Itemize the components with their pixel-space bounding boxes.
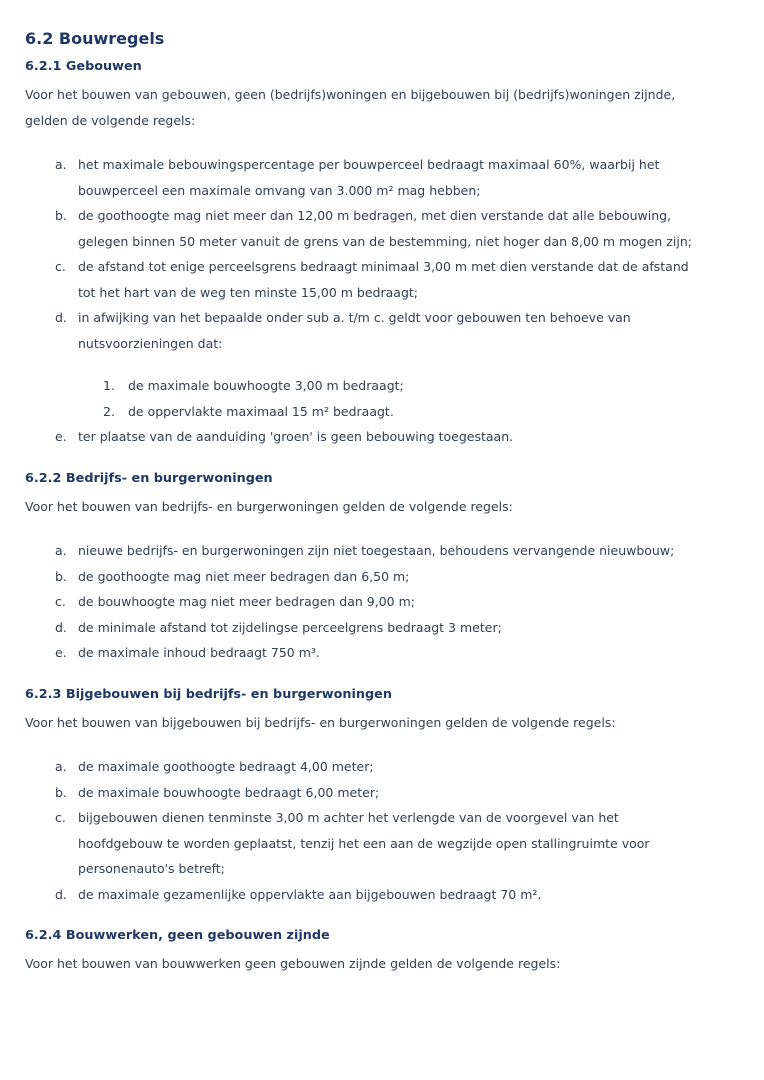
list-item-text: de bouwhoogte mag niet meer bedragen dan 9,00 m; bbox=[78, 594, 415, 609]
section-6-2-3 bbox=[25, 686, 700, 908]
list-item-marker: c. bbox=[55, 594, 66, 609]
list-item-marker: d. bbox=[55, 886, 67, 902]
list-item-text: de goothoogte mag niet meer bedragen dan 6,50 m; bbox=[78, 568, 410, 584]
list-item bbox=[25, 589, 700, 615]
section-6-2-1 bbox=[25, 58, 700, 450]
list-item-marker: d. bbox=[55, 619, 67, 635]
list-item-text: de afstand tot enige perceelsgrens bedraagt minimaal 3,00 m met dien verstande dat de afstand tot het hart van de weg ten minste 15,00 m bedraagt; bbox=[78, 259, 689, 300]
list-item bbox=[25, 203, 700, 254]
intro-paragraph-6-2-4: Voor het bouwen van bouwwerken geen gebouwen zijnde gelden de volgende regels: bbox=[25, 956, 561, 971]
list-item-text: de minimale afstand tot zijdelingse perceelgrens bedraagt 3 meter; bbox=[78, 619, 502, 635]
sub-list-item bbox=[25, 399, 700, 425]
heading-6-2-3: 6.2.3 Bijgebouwen bij bedrijfs- en burgerwoningen bbox=[25, 686, 392, 702]
list-item-text: de maximale inhoud bedraagt 750 m³. bbox=[78, 645, 320, 660]
list-item bbox=[25, 305, 700, 356]
list-item-marker: d. bbox=[55, 310, 67, 325]
list-item bbox=[25, 754, 700, 780]
sub-list-item-text: de oppervlakte maximaal 15 m² bedraagt. bbox=[128, 403, 394, 419]
list-item bbox=[25, 640, 700, 666]
rules-list-6-2-2 bbox=[25, 538, 700, 666]
heading-6-2-1: 6.2.1 Gebouwen bbox=[25, 59, 142, 74]
list-item-text: nieuwe bedrijfs- en burgerwoningen zijn niet toegestaan, behoudens vervangende nieuwbouw; bbox=[78, 543, 675, 558]
list-item-marker: a. bbox=[55, 759, 67, 774]
list-item-text: het maximale bebouwingspercentage per bouwperceel bedraagt maximaal 60%, waarbij het bouwperceel een maximale omvang van 3.000 m² mag hebben; bbox=[78, 157, 660, 198]
list-item bbox=[25, 152, 700, 203]
list-item-marker: b. bbox=[55, 784, 67, 800]
intro-paragraph-6-2-2: Voor het bouwen van bedrijfs- en burgerwoningen gelden de volgende regels: bbox=[25, 498, 513, 514]
list-item bbox=[25, 538, 700, 564]
heading-6-2-2: 6.2.2 Bedrijfs- en burgerwoningen bbox=[25, 470, 273, 486]
sub-list-item bbox=[25, 373, 700, 399]
list-item bbox=[25, 254, 700, 305]
list-item-text: de maximale goothoogte bedraagt 4,00 meter; bbox=[78, 759, 374, 774]
list-item-text: ter plaatse van de aanduiding 'groen' is geen bebouwing toegestaan. bbox=[78, 429, 514, 444]
rules-list-6-2-1 bbox=[25, 152, 700, 450]
list-item-marker: e. bbox=[55, 429, 67, 444]
list-item-marker: a. bbox=[55, 543, 67, 558]
list-item-text: de maximale gezamenlijke oppervlakte aan bijgebouwen bedraagt 70 m². bbox=[78, 886, 542, 902]
list-item bbox=[25, 564, 700, 590]
sub-list-item-text: de maximale bouwhoogte 3,00 m bedraagt; bbox=[128, 378, 404, 393]
intro-paragraph-6-2-1: Voor het bouwen van gebouwen, geen (bedrijfs)woningen en bijgebouwen bij (bedrijfs)woningen zijnde, gelden de volgende regels: bbox=[25, 87, 676, 128]
list-item-marker: a. bbox=[55, 157, 67, 172]
list-item bbox=[25, 780, 700, 806]
sub-rules-list bbox=[25, 373, 700, 424]
list-item-marker: e. bbox=[55, 645, 67, 660]
intro-paragraph-6-2-3: Voor het bouwen van bijgebouwen bij bedrijfs- en burgerwoningen gelden de volgende regels: bbox=[25, 714, 616, 730]
section-6-2-4 bbox=[25, 927, 700, 977]
sub-list-item-marker: 2. bbox=[103, 403, 115, 419]
list-item-text: bijgebouwen dienen tenminste 3,00 m achter het verlengde van de voorgevel van het hoofdgebouw te worden geplaatst, tenzij het een aan de wegzijde open stallingruimte voor personenauto's betreft; bbox=[78, 810, 650, 876]
list-item bbox=[25, 882, 700, 908]
list-item bbox=[25, 615, 700, 641]
list-item-marker: b. bbox=[55, 208, 67, 223]
page-title: 6.2 Bouwregels bbox=[25, 29, 165, 48]
sub-list-item-marker: 1. bbox=[103, 378, 115, 393]
list-item bbox=[25, 424, 700, 450]
list-item-marker: c. bbox=[55, 259, 66, 274]
rules-list-6-2-3 bbox=[25, 754, 700, 907]
heading-6-2-4: 6.2.4 Bouwwerken, geen gebouwen zijnde bbox=[25, 928, 330, 943]
section-6-2-2 bbox=[25, 470, 700, 666]
list-item bbox=[25, 805, 700, 882]
list-item-marker: b. bbox=[55, 568, 67, 584]
list-item-text: de maximale bouwhoogte bedraagt 6,00 meter; bbox=[78, 784, 380, 800]
list-item-text: de goothoogte mag niet meer dan 12,00 m bedragen, met dien verstande dat alle bebouwing, gelegen binnen 50 meter vanuit de grens van de bestemming, niet hoger dan 8,00 m mogen zijn; bbox=[78, 208, 692, 249]
list-item-marker: c. bbox=[55, 810, 66, 825]
list-item-text: in afwijking van het bepaalde onder sub a. t/m c. geldt voor gebouwen ten behoeve van nutsvoorzieningen dat: bbox=[78, 310, 631, 351]
